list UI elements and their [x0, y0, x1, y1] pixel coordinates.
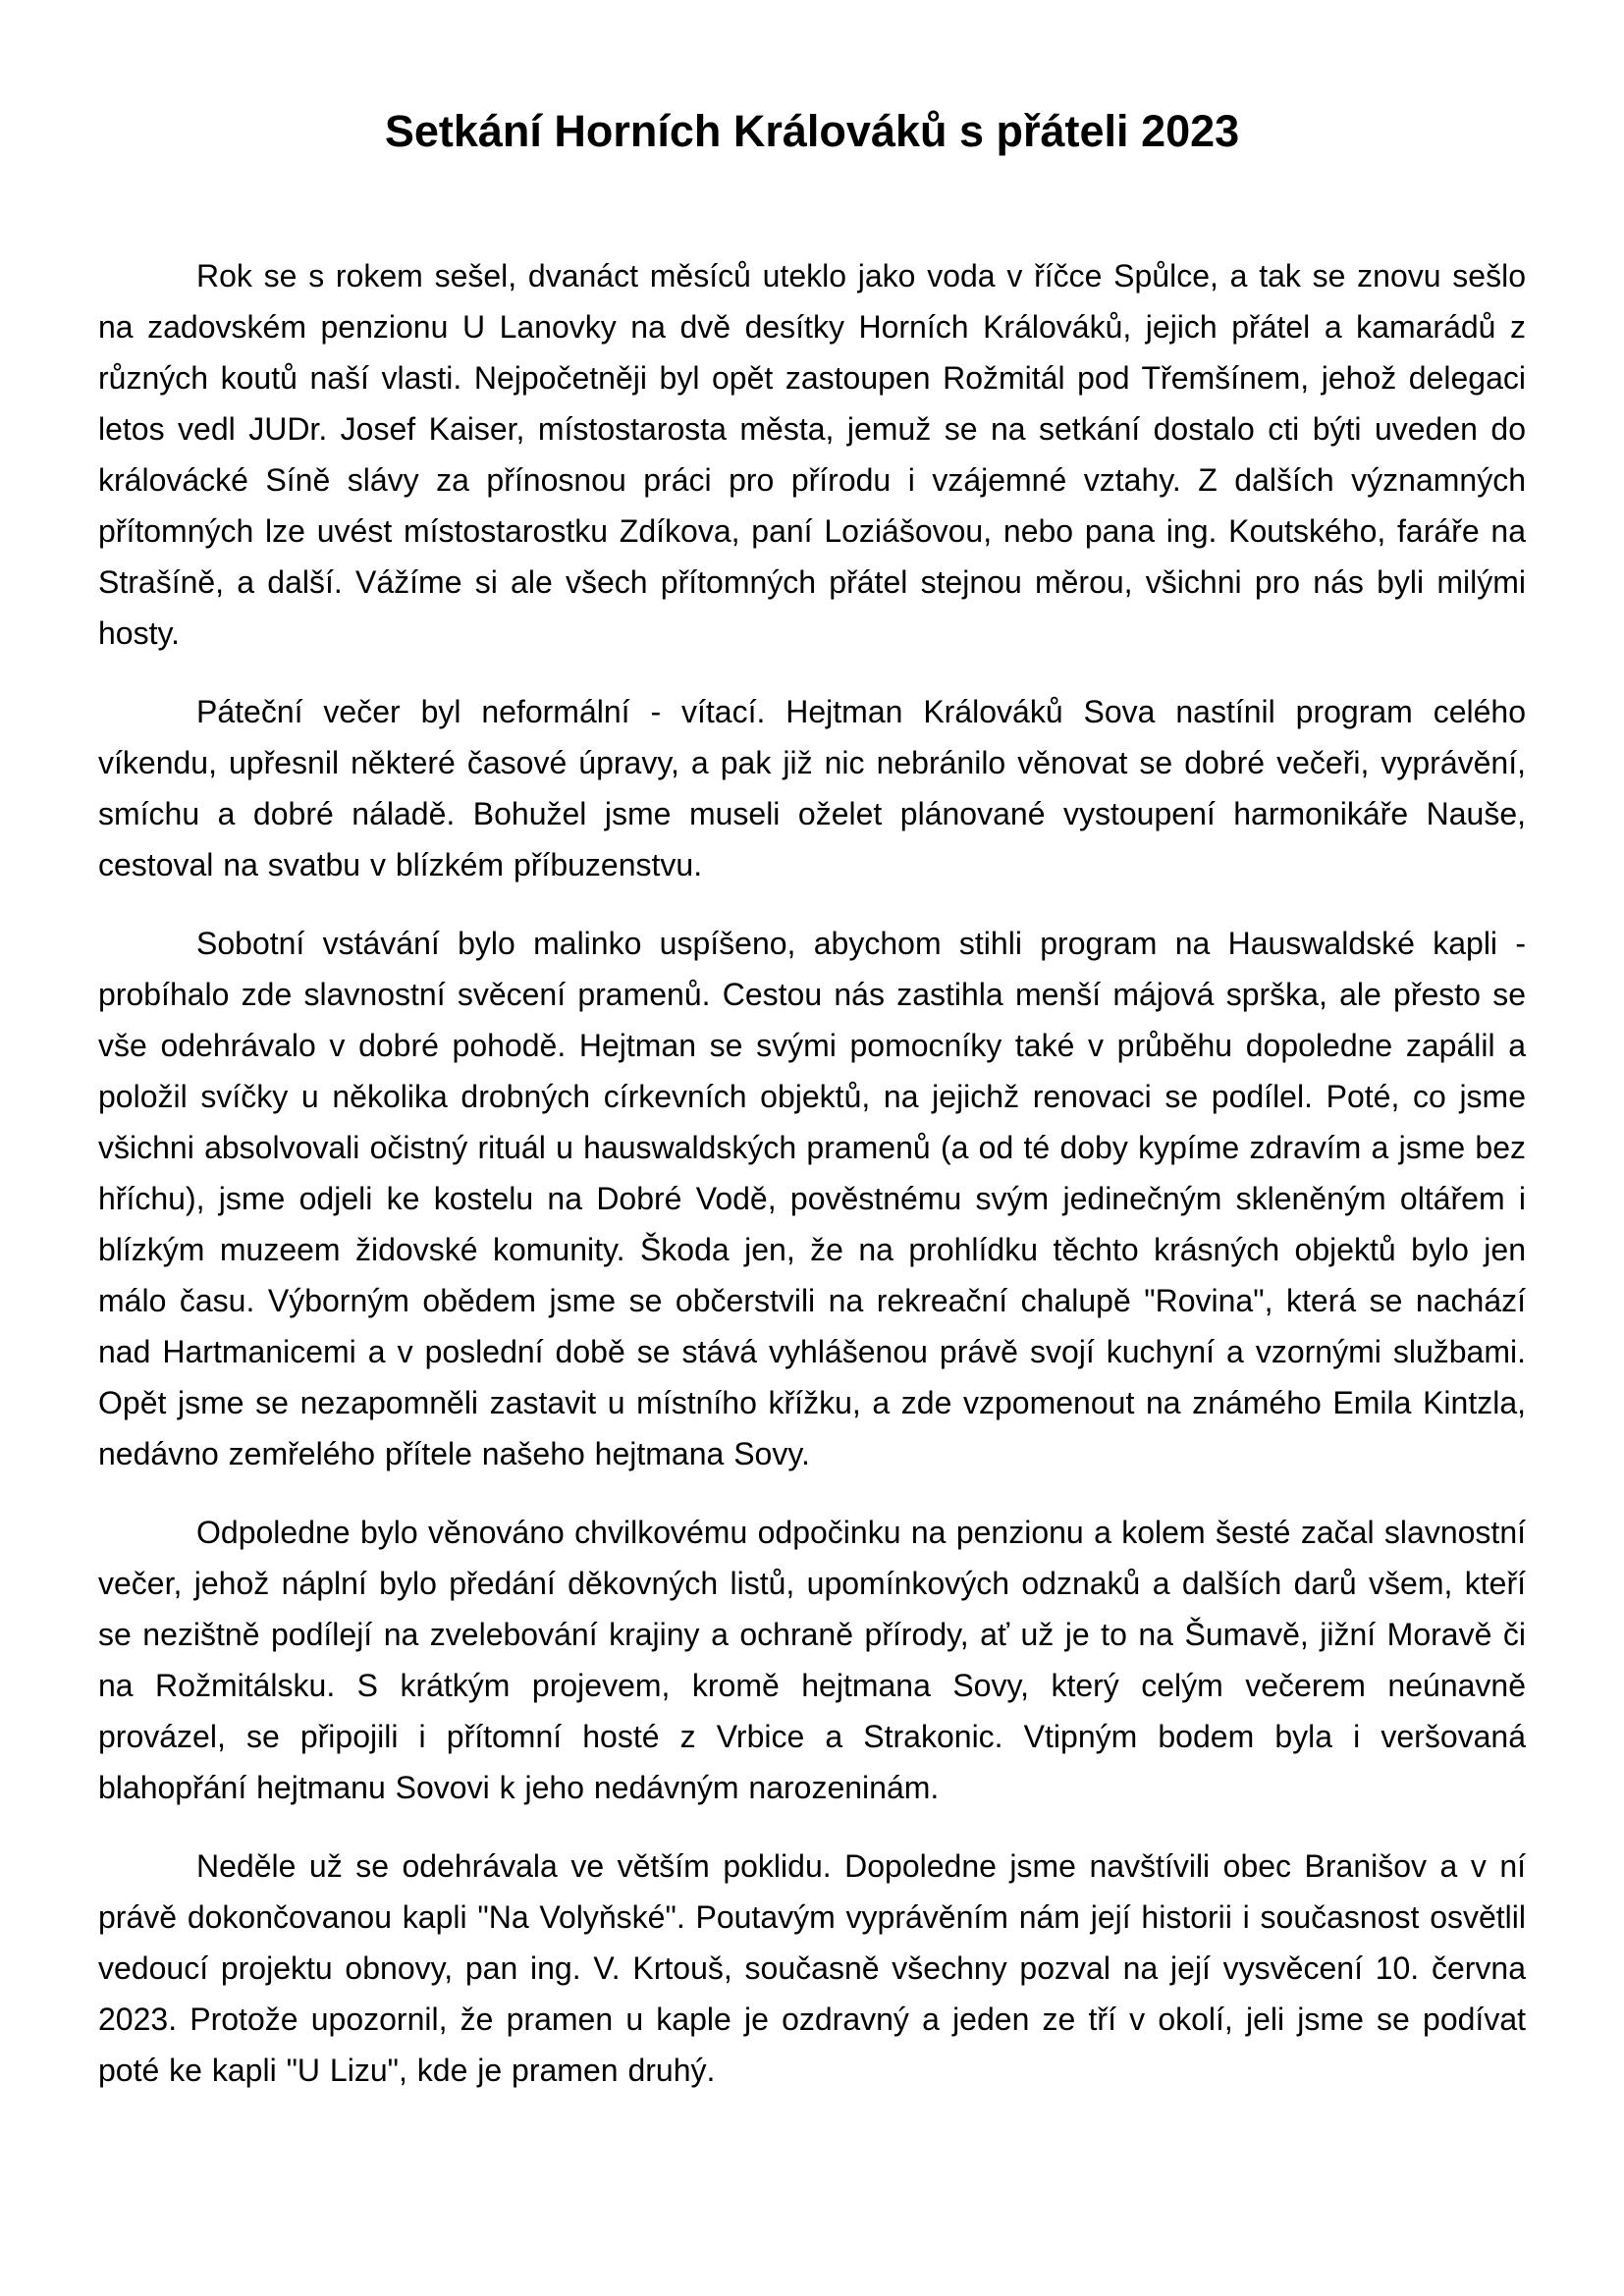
paragraph-3: Sobotní vstávání bylo malinko uspíšeno, abychom stihli program na Hauswaldské kapli - probíhalo zde slavnostní svěcení pramenů. Cestou nás zastihla menší májová sprška, ale přesto se vše odehrávalo v dobré pohodě. Hejtman se svými pomocníky také v průběhu dopoledne zapálil a položil svíčky u několika drobných církevních objektů, na jejichž renovaci se podílel. Poté, co jsme všichni absolvovali očistný rituál u hauswaldských pramenů (a od té doby kypíme zdravím a jsme bez hříchu), jsme odjeli ke kostelu na Dobré Vodě, pověstnému svým jedinečným skleněným oltářem i blízkým muzeem židovské komunity. Škoda jen, že na prohlídku těchto krásných objektů bylo jen málo času. Výborným obědem jsme se občerstvili na rekreační chalupě "Rovina", která se nachází nad Hartmanicemi a v poslední době se stává vyhlášenou právě svojí kuchyní a vzornými službami. Opět jsme se nezapomněli zastavit u místního křížku, a zde vzpomenout na známého Emila Kintzla, nedávno zemřelého přítele našeho hejtmana Sovy.: [98, 925, 1526, 1471]
paragraph-4: Odpoledne bylo věnováno chvilkovému odpočinku na penzionu a kolem šesté začal slavnostní večer, jehož náplní bylo předání děkovných listů, upomínkových odznaků a dalších darů všem, kteří se nezištně podílejí na zvelebování krajiny a ochraně přírody, ať už je to na Šumavě, jižní Moravě či na Rožmitálsku. S krátkým projevem, kromě hejtmana Sovy, který celým večerem neúnavně provázel, se připojili i přítomní hosté z Vrbice a Strakonic. Vtipným bodem byla i veršovaná blahopřání hejtmanu Sovovi k jeho nedávným narozeninám.: [98, 1514, 1526, 1805]
paragraph-2: Páteční večer byl neformální - vítací. Hejtman Králováků Sova nastínil program celého víkendu, upřesnil některé časové úpravy, a pak již nic nebránilo věnovat se dobré večeři, vyprávění, smíchu a dobré náladě. Bohužel jsme museli oželet plánované vystoupení harmonikáře Nauše, cestoval na svatbu v blízkém příbuzenstvu.: [98, 693, 1526, 882]
document-body: [98, 250, 1526, 2096]
document-title: Setkání Horních Králováků s přáteli 2023: [384, 106, 1240, 156]
paragraph-1: Rok se s rokem sešel, dvanáct měsíců uteklo jako voda v říčce Spůlce, a tak se znovu sešlo na zadovském penzionu U Lanovky na dvě desítky Horních Králováků, jejich přátel a kamarádů z různých koutů naší vlasti. Nejpočetněji byl opět zastoupen Rožmitál pod Třemšínem, jehož delegaci letos vedl JUDr. Josef Kaiser, místostarosta města, jemuž se na setkání dostalo cti býti uveden do královácké Síně slávy za přínosnou práci pro přírodu i vzájemné vztahy. Z dalších významných přítomných lze uvést místostarostku Zdíkova, paní Loziášovou, nebo pana ing. Koutského, faráře na Strašíně, a další. Vážíme si ale všech přítomných přátel stejnou měrou, všichni pro nás byli milými hosty.: [98, 257, 1526, 651]
paragraph-5: Neděle už se odehrávala ve větším poklidu. Dopoledne jsme navštívili obec Branišov a v ní právě dokončovanou kapli "Na Volyňské". Poutavým vyprávěním nám její historii i současnost osvětlil vedoucí projektu obnovy, pan ing. V. Krtouš, současně všechny pozval na její vysvěcení 10. června 2023. Protože upozornil, že pramen u kaple je ozdravný a jeden ze tří v okolí, jeli jsme se podívat poté ke kapli "U Lizu", kde je pramen druhý.: [98, 1847, 1526, 2088]
